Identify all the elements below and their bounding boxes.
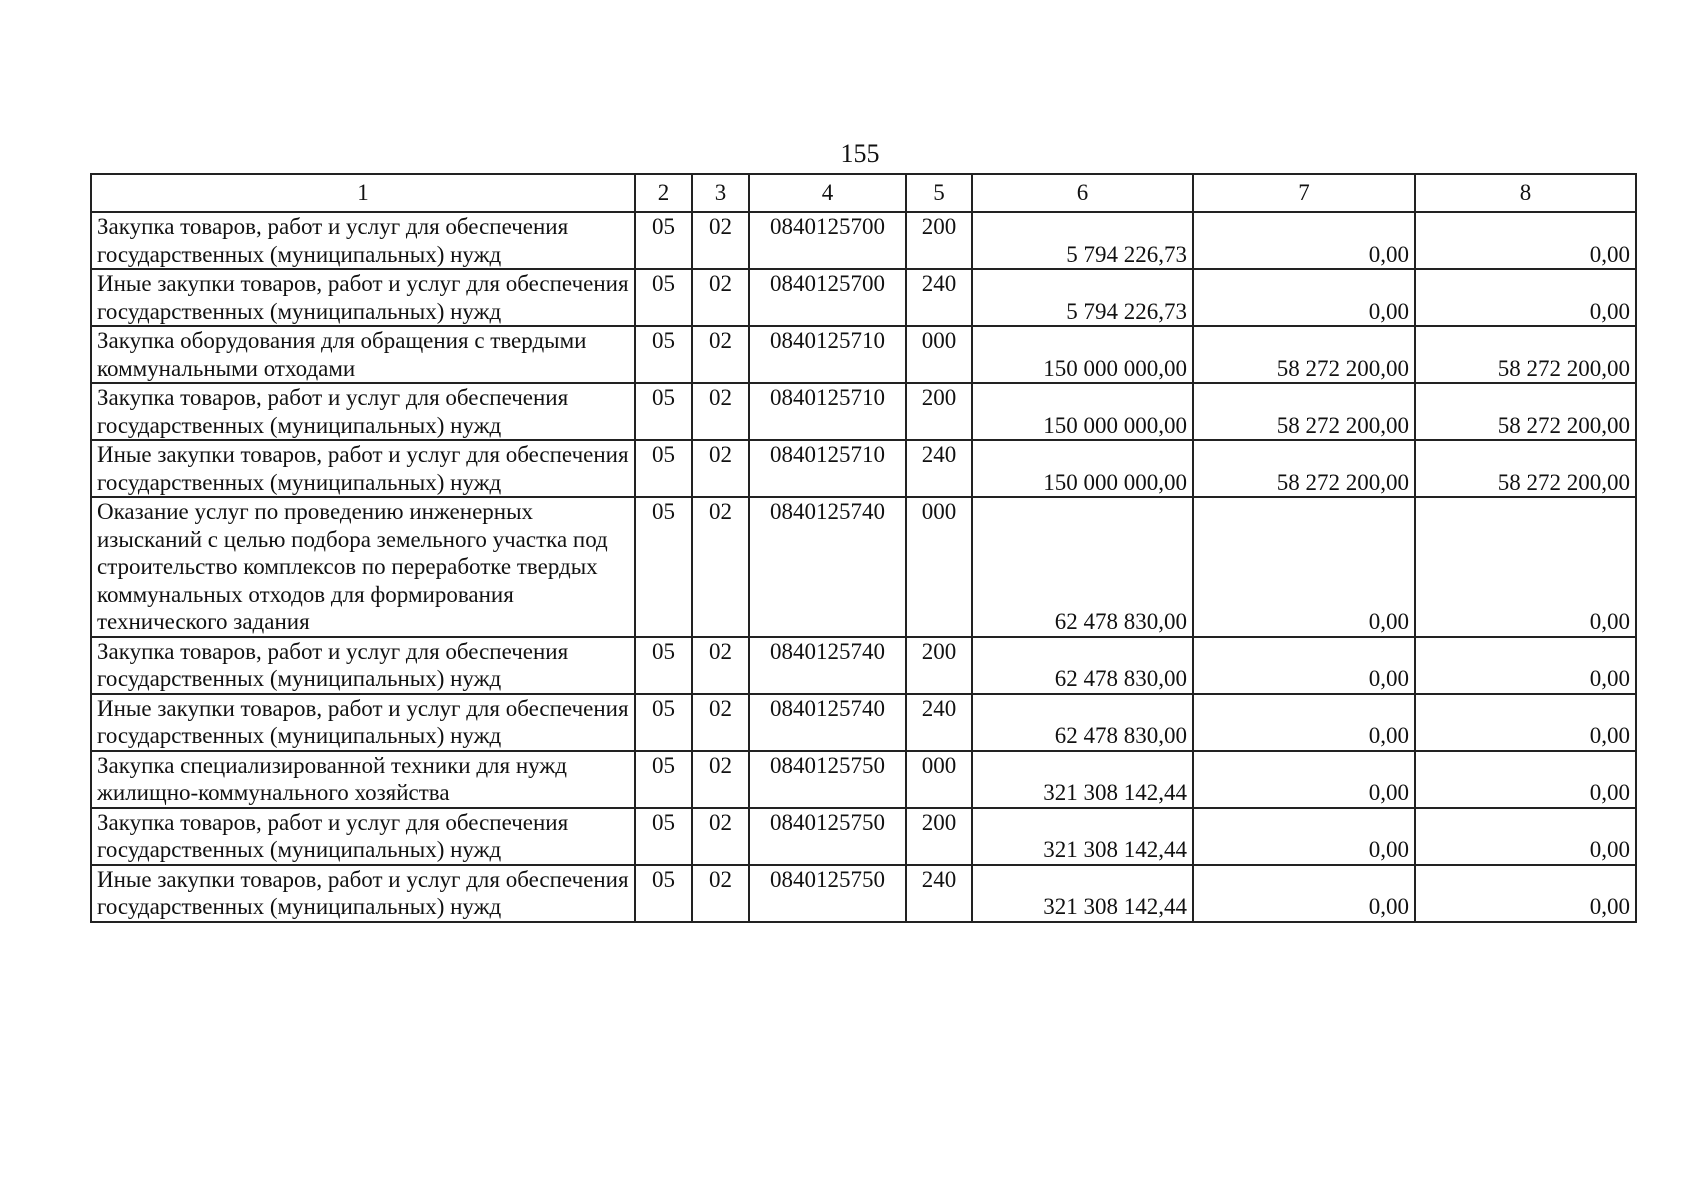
expense-type-code: 240 (906, 865, 972, 922)
target-article-code: 0840125740 (749, 694, 906, 751)
target-article-code: 0840125750 (749, 751, 906, 808)
expense-name: Закупка товаров, работ и услуг для обеспечения государственных (муниципальных) нужд (91, 212, 635, 269)
subsection-code: 02 (692, 212, 749, 269)
amount-col6: 62 478 830,00 (972, 694, 1193, 751)
target-article-code: 0840125740 (749, 497, 906, 637)
section-code: 05 (635, 751, 692, 808)
target-article-code: 0840125700 (749, 269, 906, 326)
subsection-code: 02 (692, 751, 749, 808)
header-cell: 5 (906, 174, 972, 212)
header-cell: 3 (692, 174, 749, 212)
amount-col6: 321 308 142,44 (972, 751, 1193, 808)
section-code: 05 (635, 440, 692, 497)
section-code: 05 (635, 383, 692, 440)
amount-col7: 0,00 (1193, 212, 1415, 269)
budget-table (90, 173, 1637, 923)
amount-col6: 321 308 142,44 (972, 865, 1193, 922)
target-article-code: 0840125710 (749, 440, 906, 497)
amount-col8: 0,00 (1415, 694, 1636, 751)
amount-col6: 5 794 226,73 (972, 269, 1193, 326)
table-row (91, 212, 1636, 269)
amount-col8: 0,00 (1415, 808, 1636, 865)
amount-col7: 0,00 (1193, 751, 1415, 808)
expense-name: Закупка оборудования для обращения с твердыми коммунальными отходами (91, 326, 635, 383)
subsection-code: 02 (692, 865, 749, 922)
expense-name: Закупка специализированной техники для нужд жилищно-коммунального хозяйства (91, 751, 635, 808)
header-cell: 1 (91, 174, 635, 212)
expense-name: Иные закупки товаров, работ и услуг для обеспечения государственных (муниципальных) нужд (91, 694, 635, 751)
section-code: 05 (635, 694, 692, 751)
expense-name: Закупка товаров, работ и услуг для обеспечения государственных (муниципальных) нужд (91, 808, 635, 865)
target-article-code: 0840125740 (749, 637, 906, 694)
table-row (91, 383, 1636, 440)
amount-col8: 0,00 (1415, 497, 1636, 637)
section-code: 05 (635, 865, 692, 922)
expense-type-code: 240 (906, 440, 972, 497)
header-cell: 2 (635, 174, 692, 212)
amount-col6: 5 794 226,73 (972, 212, 1193, 269)
amount-col8: 0,00 (1415, 269, 1636, 326)
expense-name: Иные закупки товаров, работ и услуг для обеспечения государственных (муниципальных) нужд (91, 865, 635, 922)
section-code: 05 (635, 326, 692, 383)
table-row (91, 440, 1636, 497)
amount-col8: 58 272 200,00 (1415, 326, 1636, 383)
header-cell: 7 (1193, 174, 1415, 212)
amount-col7: 0,00 (1193, 808, 1415, 865)
amount-col8: 58 272 200,00 (1415, 383, 1636, 440)
amount-col8: 0,00 (1415, 751, 1636, 808)
target-article-code: 0840125750 (749, 808, 906, 865)
expense-name: Иные закупки товаров, работ и услуг для обеспечения государственных (муниципальных) нужд (91, 269, 635, 326)
amount-col6: 150 000 000,00 (972, 326, 1193, 383)
expense-type-code: 000 (906, 751, 972, 808)
amount-col8: 58 272 200,00 (1415, 440, 1636, 497)
amount-col7: 0,00 (1193, 865, 1415, 922)
expense-type-code: 240 (906, 269, 972, 326)
section-code: 05 (635, 497, 692, 637)
subsection-code: 02 (692, 694, 749, 751)
target-article-code: 0840125710 (749, 326, 906, 383)
amount-col7: 58 272 200,00 (1193, 383, 1415, 440)
subsection-code: 02 (692, 326, 749, 383)
expense-type-code: 200 (906, 637, 972, 694)
table-row (91, 865, 1636, 922)
table-row (91, 326, 1636, 383)
table-row (91, 694, 1636, 751)
expense-type-code: 000 (906, 326, 972, 383)
expense-name: Закупка товаров, работ и услуг для обеспечения государственных (муниципальных) нужд (91, 383, 635, 440)
amount-col6: 321 308 142,44 (972, 808, 1193, 865)
header-row (91, 174, 1636, 212)
expense-type-code: 000 (906, 497, 972, 637)
expense-type-code: 200 (906, 383, 972, 440)
amount-col8: 0,00 (1415, 637, 1636, 694)
subsection-code: 02 (692, 269, 749, 326)
section-code: 05 (635, 637, 692, 694)
page-number: 155 (840, 139, 880, 168)
subsection-code: 02 (692, 808, 749, 865)
amount-col8: 0,00 (1415, 865, 1636, 922)
header-cell: 8 (1415, 174, 1636, 212)
table-row (91, 637, 1636, 694)
subsection-code: 02 (692, 383, 749, 440)
table-row (91, 751, 1636, 808)
amount-col6: 62 478 830,00 (972, 497, 1193, 637)
expense-type-code: 200 (906, 808, 972, 865)
target-article-code: 0840125710 (749, 383, 906, 440)
expense-name: Оказание услуг по проведению инженерных изысканий с целью подбора земельного участка под строительство комплексов по переработке твердых коммунальных отходов для формирования технического задания (91, 497, 635, 637)
amount-col7: 0,00 (1193, 694, 1415, 751)
expense-type-code: 200 (906, 212, 972, 269)
amount-col7: 0,00 (1193, 497, 1415, 637)
amount-col6: 62 478 830,00 (972, 637, 1193, 694)
amount-col6: 150 000 000,00 (972, 383, 1193, 440)
expense-name: Иные закупки товаров, работ и услуг для обеспечения государственных (муниципальных) нужд (91, 440, 635, 497)
amount-col7: 0,00 (1193, 637, 1415, 694)
subsection-code: 02 (692, 440, 749, 497)
subsection-code: 02 (692, 497, 749, 637)
expense-type-code: 240 (906, 694, 972, 751)
amount-col7: 58 272 200,00 (1193, 440, 1415, 497)
section-code: 05 (635, 269, 692, 326)
expense-name: Закупка товаров, работ и услуг для обеспечения государственных (муниципальных) нужд (91, 637, 635, 694)
amount-col6: 150 000 000,00 (972, 440, 1193, 497)
amount-col8: 0,00 (1415, 212, 1636, 269)
header-cell: 6 (972, 174, 1193, 212)
subsection-code: 02 (692, 637, 749, 694)
section-code: 05 (635, 808, 692, 865)
table-row (91, 269, 1636, 326)
header-cell: 4 (749, 174, 906, 212)
amount-col7: 58 272 200,00 (1193, 326, 1415, 383)
table-row (91, 497, 1636, 637)
section-code: 05 (635, 212, 692, 269)
amount-col7: 0,00 (1193, 269, 1415, 326)
table-row (91, 808, 1636, 865)
target-article-code: 0840125750 (749, 865, 906, 922)
target-article-code: 0840125700 (749, 212, 906, 269)
